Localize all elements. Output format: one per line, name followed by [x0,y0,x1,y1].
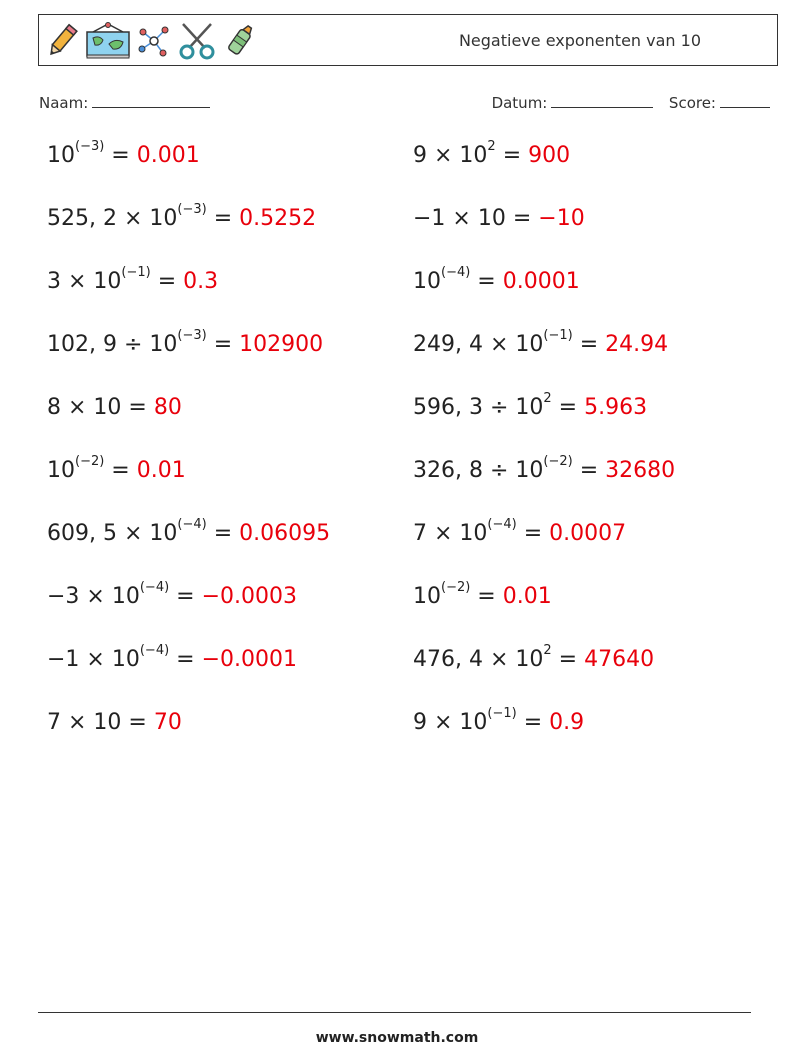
date-score-fields [492,93,770,112]
problem-exponent: (−4) [139,580,170,595]
problem-answer: 0.01 [502,584,552,609]
problem-answer: 0.0001 [502,269,580,294]
problem-expression: 525, 2 × 10 [47,206,178,231]
problem-answer: 0.0007 [549,521,627,546]
problem-right-5 [413,391,648,435]
equals-sign: = [516,521,550,546]
name-line[interactable] [92,93,210,108]
problem-answer: −0.0001 [201,647,298,672]
problem-answer: 80 [153,395,182,420]
problem-left-3 [47,265,219,309]
problem-exponent: 2 [487,139,496,154]
equals-sign: = [169,584,202,609]
problem-expression: 10 [413,584,441,609]
problem-expression: −1 × 10 [413,206,506,231]
problem-right-7 [413,517,627,561]
problem-exponent: (−1) [121,265,151,280]
problem-exponent: (−1) [487,706,517,721]
problem-expression: 10 [47,143,75,168]
problem-exponent: 2 [543,643,552,658]
equals-sign: = [104,458,137,483]
problem-exponent: (−4) [177,517,207,532]
problem-exponent: (−3) [177,202,207,217]
problem-right-2 [413,206,585,246]
equals-sign: = [104,143,137,168]
problem-right-3 [413,265,580,309]
problem-expression: 8 × 10 [47,395,122,420]
name-label: Naam: [39,94,89,112]
problem-answer: 0.06095 [239,521,331,546]
problem-answer: 900 [528,143,571,168]
problem-left-7 [47,517,331,561]
problem-expression: 249, 4 × 10 [413,332,544,357]
problem-exponent: (−4) [487,517,517,532]
equals-sign: = [470,584,503,609]
problem-expression: 9 × 10 [413,143,488,168]
problem-answer: 70 [153,710,182,735]
problem-right-9 [413,643,655,687]
problem-exponent: (−2) [441,580,471,595]
problem-exponent: (−3) [75,139,105,154]
equals-sign: = [572,332,606,357]
problem-answer: 47640 [584,647,655,672]
problem-answer: 0.3 [183,269,219,294]
equals-sign: = [516,710,550,735]
problem-expression: 102, 9 ÷ 10 [47,332,178,357]
problem-expression: 3 × 10 [47,269,122,294]
problem-right-1 [413,139,571,183]
footer-website: www.snowmath.com [315,1030,479,1046]
problem-expression: 10 [413,269,441,294]
problem-answer: 0.5252 [239,206,317,231]
header-icons [45,20,257,62]
problem-left-10 [47,710,182,750]
problem-exponent: (−4) [139,643,170,658]
name-field [39,93,210,112]
problem-answer: 0.9 [549,710,585,735]
equals-sign: = [572,458,606,483]
score-label: Score: [668,94,716,112]
problem-left-1 [47,139,200,183]
problem-expression: 7 × 10 [413,521,488,546]
problem-expression: −3 × 10 [47,584,140,609]
problem-exponent: 2 [543,391,552,406]
header-box [38,14,778,66]
problem-left-5 [47,395,182,435]
problem-expression: −1 × 10 [47,647,140,672]
equals-sign: = [121,395,154,420]
equals-sign: = [206,206,240,231]
equals-sign: = [551,647,585,672]
problem-left-9 [47,643,298,687]
problem-answer: 0.01 [136,458,186,483]
page-title: Negatieve exponenten van 10 [458,31,701,50]
problem-right-10 [413,706,585,750]
molecule-icon [137,22,171,60]
problem-answer: 32680 [605,458,676,483]
problem-expression: 609, 5 × 10 [47,521,178,546]
equals-sign: = [150,269,184,294]
problem-answer: 0.001 [136,143,200,168]
problem-expression: 476, 4 × 10 [413,647,544,672]
equals-sign: = [470,269,503,294]
problem-right-4 [413,328,669,372]
equals-sign: = [206,332,240,357]
equals-sign: = [505,206,539,231]
problem-left-4 [47,328,324,372]
problem-expression: 9 × 10 [413,710,488,735]
equals-sign: = [551,395,585,420]
problem-left-6 [47,454,186,498]
problem-expression: 326, 8 ÷ 10 [413,458,544,483]
equals-sign: = [495,143,529,168]
problem-expression: 596, 3 ÷ 10 [413,395,544,420]
problem-answer: 102900 [239,332,324,357]
marker-icon [223,22,257,60]
equals-sign: = [169,647,202,672]
date-line[interactable] [551,93,653,108]
score-line[interactable] [720,93,770,108]
problem-answer: −10 [538,206,585,231]
problem-answer: 5.963 [584,395,648,420]
problem-answer: −0.0003 [201,584,298,609]
footer-divider [38,1012,751,1013]
scissors-icon [177,22,217,60]
problem-expression: 10 [47,458,75,483]
equals-sign: = [206,521,240,546]
date-label: Datum: [491,94,548,112]
problem-exponent: (−4) [441,265,471,280]
problem-right-8 [413,580,552,624]
problem-exponent: (−3) [177,328,207,343]
problem-exponent: (−1) [543,328,573,343]
problem-expression: 7 × 10 [47,710,122,735]
problem-left-2 [47,202,317,246]
equals-sign: = [121,710,154,735]
problem-exponent: (−2) [543,454,573,469]
problem-exponent: (−2) [75,454,105,469]
problem-answer: 24.94 [605,332,669,357]
pencil-icon [45,22,79,60]
problem-right-6 [413,454,676,498]
problem-left-8 [47,580,298,624]
map-board-icon [85,22,131,60]
